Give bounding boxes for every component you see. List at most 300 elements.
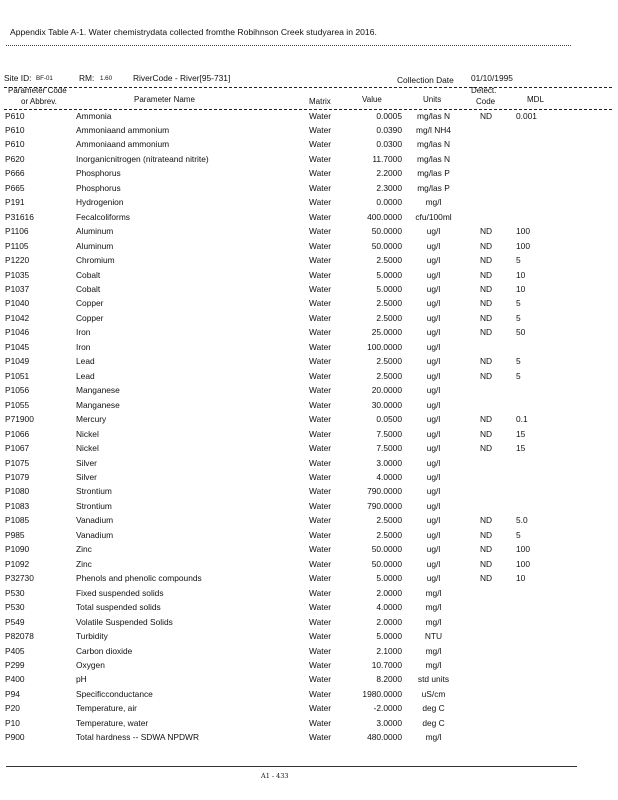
row-param-name: Silver	[76, 472, 97, 482]
row-matrix: Water	[309, 211, 332, 222]
table-row	[0, 443, 618, 458]
row-mdl: 5	[516, 356, 521, 367]
row-param-code: P1040	[5, 298, 30, 309]
table-row	[0, 573, 618, 588]
row-value: -2.0000	[373, 703, 402, 714]
row-units: ug/l	[426, 312, 441, 323]
row-matrix: Water	[309, 124, 332, 135]
row-param-code: P900	[5, 732, 25, 743]
row-param-name: Ammoniaand ammonium	[76, 124, 170, 135]
table-row	[0, 139, 618, 154]
row-value: 20.0000	[371, 385, 402, 396]
row-detect-code: ND	[479, 327, 493, 338]
row-param-code: P1105	[5, 240, 29, 251]
table-row	[0, 646, 618, 661]
row-param-name: Volatile Suspended Solids	[76, 616, 173, 627]
row-units: ug/l	[426, 457, 441, 468]
row-param-name: Cobalt	[76, 269, 101, 280]
row-matrix: Water	[309, 688, 332, 699]
row-value: 3.0000	[376, 717, 402, 728]
row-units: ug/l	[426, 472, 441, 482]
row-matrix: Water	[309, 370, 332, 381]
row-matrix: Water	[309, 385, 332, 396]
row-param-code: P400	[5, 674, 25, 685]
row-mdl: 5	[516, 529, 521, 540]
table-row	[0, 313, 618, 328]
row-matrix: Water	[309, 659, 332, 670]
table-row	[0, 226, 618, 241]
row-param-code: P20	[5, 703, 20, 714]
row-param-name: Aluminum	[76, 240, 114, 251]
site-id-label: Site ID:	[4, 73, 32, 83]
row-units: ug/l	[426, 529, 441, 540]
row-matrix: Water	[309, 457, 332, 468]
table-row	[0, 631, 618, 646]
row-detect-code: ND	[479, 573, 493, 584]
row-param-name: Phenols and phenolic compounds	[76, 573, 202, 584]
row-detect-code: ND	[479, 356, 493, 367]
row-value: 2.0000	[376, 587, 402, 598]
table-row	[0, 530, 618, 545]
row-value: 4.0000	[376, 472, 402, 482]
col-header-mdl: MDL	[527, 95, 544, 104]
row-value: 5.0000	[376, 573, 402, 584]
row-param-code: P610	[5, 139, 25, 150]
row-matrix: Water	[309, 428, 332, 439]
row-value: 7.5000	[376, 443, 402, 454]
row-value: 2.0000	[376, 616, 402, 627]
row-units: ug/l	[426, 298, 441, 309]
table-row	[0, 168, 618, 183]
row-value: 11.7000	[372, 153, 402, 164]
row-param-code: P405	[5, 645, 25, 656]
row-value: 400.0000	[367, 211, 402, 222]
row-param-code: P1075	[5, 457, 30, 468]
row-value: 0.0500	[376, 414, 402, 425]
row-mdl: 0.001	[516, 110, 537, 121]
table-row	[0, 255, 618, 270]
row-units: ug/l	[426, 240, 441, 251]
row-param-name: Total suspended solids	[76, 602, 161, 613]
row-param-name: Nickel	[76, 443, 99, 454]
rm-value: 1.60	[100, 75, 113, 82]
row-matrix: Water	[309, 500, 332, 511]
table-row	[0, 429, 618, 444]
row-detect-code: ND	[479, 529, 493, 540]
row-value: 3.0000	[376, 457, 402, 468]
row-param-code: P1056	[5, 385, 30, 396]
row-units: ug/l	[426, 573, 441, 584]
row-units: ug/l	[426, 414, 441, 425]
row-param-name: Mercury	[76, 414, 107, 425]
col-header-detect-2: Code	[476, 97, 496, 106]
row-value: 50.0000	[371, 558, 402, 569]
table-row	[0, 356, 618, 371]
row-param-code: P666	[5, 168, 25, 179]
row-value: 480.0000	[367, 732, 402, 743]
row-value: 50.0000	[371, 240, 402, 251]
row-units: mg/las P	[417, 168, 450, 179]
col-header-param-code: Parameter Code	[8, 86, 67, 95]
row-units: mg/l	[425, 197, 442, 208]
row-value: 1980.0000	[362, 688, 402, 699]
row-matrix: Water	[309, 269, 332, 280]
row-mdl: 0.1	[516, 414, 528, 425]
row-mdl: 5	[516, 298, 521, 309]
row-matrix: Water	[309, 602, 332, 613]
row-param-name: Ammoniaand ammonium	[76, 139, 170, 150]
row-matrix: Water	[309, 558, 332, 569]
row-matrix: Water	[309, 110, 332, 121]
row-value: 50.0000	[371, 544, 402, 555]
row-value: 2.2000	[376, 168, 402, 179]
row-units: ug/l	[426, 226, 441, 237]
row-param-name: Copper	[76, 312, 104, 323]
col-header-units: Units	[423, 95, 442, 104]
row-value: 0.0000	[376, 197, 402, 208]
river-code: RiverCode - River[95-731]	[133, 73, 231, 83]
row-mdl: 50	[516, 327, 526, 338]
table-row	[0, 298, 618, 313]
row-param-code: P665	[5, 182, 25, 193]
row-param-code: P299	[5, 659, 25, 670]
row-matrix: Water	[309, 573, 332, 584]
row-units: ug/l	[426, 269, 441, 280]
row-param-name: Aluminum	[76, 226, 114, 237]
row-units: uS/cm	[421, 688, 446, 699]
row-detect-code: ND	[479, 428, 493, 439]
table-row	[0, 515, 618, 530]
row-matrix: Water	[309, 312, 332, 323]
row-param-code: P94	[5, 688, 20, 699]
table-row	[0, 472, 618, 487]
row-param-code: P1066	[5, 428, 30, 439]
row-detect-code: ND	[479, 255, 493, 266]
row-param-code: P1085	[5, 515, 30, 526]
row-param-name: Zinc	[76, 558, 92, 569]
row-param-code: P610	[5, 124, 25, 135]
row-param-code: P191	[5, 197, 25, 208]
row-detect-code: ND	[479, 515, 493, 526]
row-mdl: 100	[516, 544, 530, 555]
row-param-code: P71900	[5, 414, 34, 425]
row-units: mg/l NH4	[416, 124, 451, 135]
row-param-name: Lead	[76, 370, 95, 381]
row-param-name: Strontium	[76, 500, 112, 511]
row-units: ug/l	[426, 370, 441, 381]
row-param-name: Manganese	[76, 399, 120, 410]
table-row	[0, 371, 618, 386]
row-mdl: 10	[516, 573, 526, 584]
row-mdl: 100	[516, 558, 530, 569]
table-row	[0, 385, 618, 400]
row-param-name: Temperature, air	[76, 703, 137, 714]
row-param-name: Turbidity	[76, 631, 108, 642]
row-value: 2.5000	[376, 255, 402, 266]
row-units: deg C	[422, 703, 445, 714]
table-row	[0, 327, 618, 342]
col-header-param-code-2: or Abbrev.	[21, 97, 57, 106]
row-units: ug/l	[426, 544, 441, 555]
row-param-name: Iron	[76, 341, 91, 352]
row-matrix: Water	[309, 674, 332, 685]
row-units: ug/l	[426, 515, 441, 526]
row-detect-code: ND	[479, 284, 493, 295]
row-units: ug/l	[426, 341, 441, 352]
row-units: mg/las N	[416, 139, 451, 150]
row-param-code: P1045	[5, 341, 30, 352]
row-units: mg/las P	[417, 182, 450, 193]
row-param-code: P549	[5, 616, 25, 627]
row-param-name: Copper	[76, 298, 104, 309]
row-matrix: Water	[309, 298, 332, 309]
row-units: ug/l	[426, 500, 441, 511]
row-matrix: Water	[309, 284, 332, 295]
row-param-code: P1046	[5, 327, 30, 338]
row-matrix: Water	[309, 587, 332, 598]
row-detect-code: ND	[479, 240, 493, 251]
row-mdl: 100	[516, 226, 530, 237]
row-param-code: P32730	[5, 573, 34, 584]
row-param-code: P985	[5, 529, 25, 540]
row-value: 2.5000	[376, 298, 402, 309]
row-value: 50.0000	[371, 226, 402, 237]
row-matrix: Water	[309, 703, 332, 714]
row-param-code: P1080	[5, 486, 30, 497]
table-row	[0, 270, 618, 285]
row-matrix: Water	[309, 341, 332, 352]
row-value: 0.0005	[376, 110, 402, 121]
row-param-code: P1035	[5, 269, 30, 280]
row-value: 2.5000	[376, 515, 402, 526]
row-value: 2.3000	[376, 182, 402, 193]
row-matrix: Water	[309, 529, 332, 540]
row-value: 8.2000	[376, 674, 402, 685]
row-units: mg/l	[425, 732, 442, 743]
row-param-code: P530	[5, 602, 25, 613]
row-value: 5.0000	[376, 269, 402, 280]
row-param-code: P1067	[5, 443, 30, 454]
row-param-name: Carbon dioxide	[76, 645, 133, 656]
row-units: ug/l	[426, 284, 441, 295]
row-matrix: Water	[309, 486, 332, 497]
row-units: ug/l	[426, 486, 441, 497]
row-units: mg/l	[425, 616, 442, 627]
row-matrix: Water	[309, 327, 332, 338]
table-row	[0, 111, 618, 126]
row-param-code: P82078	[5, 631, 34, 642]
row-value: 790.0000	[367, 500, 402, 511]
site-id-value: BF-01	[36, 75, 53, 82]
row-matrix: Water	[309, 645, 332, 656]
row-mdl: 15	[516, 428, 526, 439]
row-units: mg/l	[425, 602, 442, 613]
row-value: 100.0000	[367, 341, 402, 352]
row-detect-code: ND	[479, 226, 493, 237]
row-matrix: Water	[309, 139, 332, 150]
row-matrix: Water	[309, 717, 332, 728]
row-param-name: Zinc	[76, 544, 92, 555]
row-units: deg C	[422, 717, 445, 728]
row-mdl: 5	[516, 312, 521, 323]
row-value: 25.0000	[371, 327, 402, 338]
row-detect-code: ND	[479, 544, 493, 555]
row-param-name: Chromium	[76, 255, 115, 266]
row-detect-code: ND	[479, 558, 493, 569]
row-matrix: Water	[309, 356, 332, 367]
row-detect-code: ND	[479, 370, 493, 381]
table-row	[0, 241, 618, 256]
row-param-code: P1090	[5, 544, 30, 555]
table-row	[0, 125, 618, 140]
table-row	[0, 342, 618, 357]
row-value: 4.0000	[376, 602, 402, 613]
row-param-name: Iron	[76, 327, 91, 338]
row-mdl: 10	[516, 269, 526, 280]
row-mdl: 5	[516, 255, 521, 266]
row-param-code: P620	[5, 153, 25, 164]
row-value: 30.0000	[371, 399, 402, 410]
row-param-code: P1051	[5, 370, 30, 381]
row-units: ug/l	[426, 385, 441, 396]
header-dashed-rule	[4, 87, 612, 88]
row-param-name: Hydrogenion	[76, 197, 124, 208]
row-param-code: P31616	[5, 211, 34, 222]
row-param-name: Strontium	[76, 486, 112, 497]
table-row	[0, 154, 618, 169]
row-param-name: Silver	[76, 457, 97, 468]
collection-date-value: 01/10/1995	[471, 73, 513, 83]
row-detect-code: ND	[479, 269, 493, 280]
table-row	[0, 718, 618, 733]
table-row	[0, 602, 618, 617]
table-row	[0, 212, 618, 227]
page-number: A1 - 433	[261, 772, 289, 780]
row-units: mg/las N	[416, 110, 451, 121]
row-param-code: P1042	[5, 312, 30, 323]
rm-label: RM:	[79, 73, 95, 83]
row-matrix: Water	[309, 168, 332, 179]
table-row	[0, 588, 618, 603]
row-matrix: Water	[309, 153, 332, 164]
table-row	[0, 284, 618, 299]
row-param-code: P1079	[5, 472, 30, 482]
footer-rule	[6, 766, 577, 767]
row-param-name: Phosphorus	[76, 168, 121, 179]
row-value: 2.5000	[376, 370, 402, 381]
col-header-value: Value	[362, 95, 382, 104]
row-param-name: Total hardness -- SDWA NPDWR	[76, 732, 200, 743]
row-matrix: Water	[309, 255, 332, 266]
table-row	[0, 486, 618, 501]
row-units: ug/l	[426, 399, 441, 410]
row-param-code: P1106	[5, 226, 29, 237]
row-param-code: P1055	[5, 399, 30, 410]
row-mdl: 100	[516, 240, 530, 251]
table-row	[0, 559, 618, 574]
row-units: ug/l	[426, 327, 441, 338]
row-param-code: P1049	[5, 356, 30, 367]
row-value: 790.0000	[367, 486, 402, 497]
row-param-code: P10	[5, 717, 20, 728]
row-param-code: P530	[5, 587, 25, 598]
row-detect-code: ND	[479, 414, 493, 425]
row-matrix: Water	[309, 182, 332, 193]
row-matrix: Water	[309, 616, 332, 627]
row-value: 5.0000	[376, 631, 402, 642]
row-param-code: P1037	[5, 284, 30, 295]
col-header-matrix: Matrix	[309, 97, 331, 106]
row-units: std units	[417, 674, 450, 685]
row-param-name: pH	[76, 674, 87, 685]
row-value: 7.5000	[376, 428, 402, 439]
table-title: Appendix Table A-1. Water chemistrydata collected fromthe Robihnson Creek studyarea in 2016.	[10, 27, 377, 37]
row-matrix: Water	[309, 399, 332, 410]
row-units: mg/l	[425, 645, 442, 656]
row-matrix: Water	[309, 631, 332, 642]
row-param-name: Phosphorus	[76, 182, 121, 193]
row-mdl: 10	[516, 284, 526, 295]
table-row	[0, 400, 618, 415]
row-units: mg/l	[425, 659, 442, 670]
row-detect-code: ND	[479, 298, 493, 309]
row-value: 0.0300	[376, 139, 402, 150]
row-units: cfu/100ml	[415, 211, 452, 222]
row-matrix: Water	[309, 443, 332, 454]
row-value: 2.5000	[376, 356, 402, 367]
row-matrix: Water	[309, 472, 332, 482]
row-units: mg/las N	[416, 153, 451, 164]
table-row	[0, 501, 618, 516]
row-value: 10.7000	[371, 659, 402, 670]
row-matrix: Water	[309, 414, 332, 425]
table-row	[0, 183, 618, 198]
row-value: 5.0000	[376, 284, 402, 295]
row-param-name: Vanadium	[76, 515, 114, 526]
row-value: 2.5000	[376, 312, 402, 323]
row-matrix: Water	[309, 732, 332, 743]
row-detect-code: ND	[479, 312, 493, 323]
row-units: NTU	[424, 631, 443, 642]
row-value: 2.5000	[376, 529, 402, 540]
row-param-code: P1220	[5, 255, 30, 266]
row-units: mg/l	[425, 587, 442, 598]
row-mdl: 5	[516, 370, 521, 381]
row-param-name: Ammonia	[76, 110, 112, 121]
row-param-name: Cobalt	[76, 284, 101, 295]
row-units: ug/l	[426, 255, 441, 266]
row-mdl: 5.0	[516, 515, 528, 526]
row-param-name: Nickel	[76, 428, 99, 439]
table-row	[0, 414, 618, 429]
row-mdl: 15	[516, 443, 526, 454]
row-detect-code: ND	[479, 443, 493, 454]
row-units: ug/l	[426, 356, 441, 367]
row-value: 2.1000	[376, 645, 402, 656]
row-units: ug/l	[426, 558, 441, 569]
table-row	[0, 674, 618, 689]
row-param-name: Manganese	[76, 385, 120, 396]
row-param-name: Inorganicnitrogen (nitrateand nitrite)	[76, 153, 209, 164]
table-row	[0, 544, 618, 559]
row-param-name: Specificconductance	[76, 688, 153, 699]
row-param-name: Fixed suspended solids	[76, 587, 164, 598]
table-row	[0, 660, 618, 675]
row-value: 0.0390	[376, 124, 402, 135]
row-detect-code: ND	[479, 110, 493, 121]
table-row	[0, 703, 618, 718]
collection-date-label: Collection Date	[397, 75, 454, 85]
